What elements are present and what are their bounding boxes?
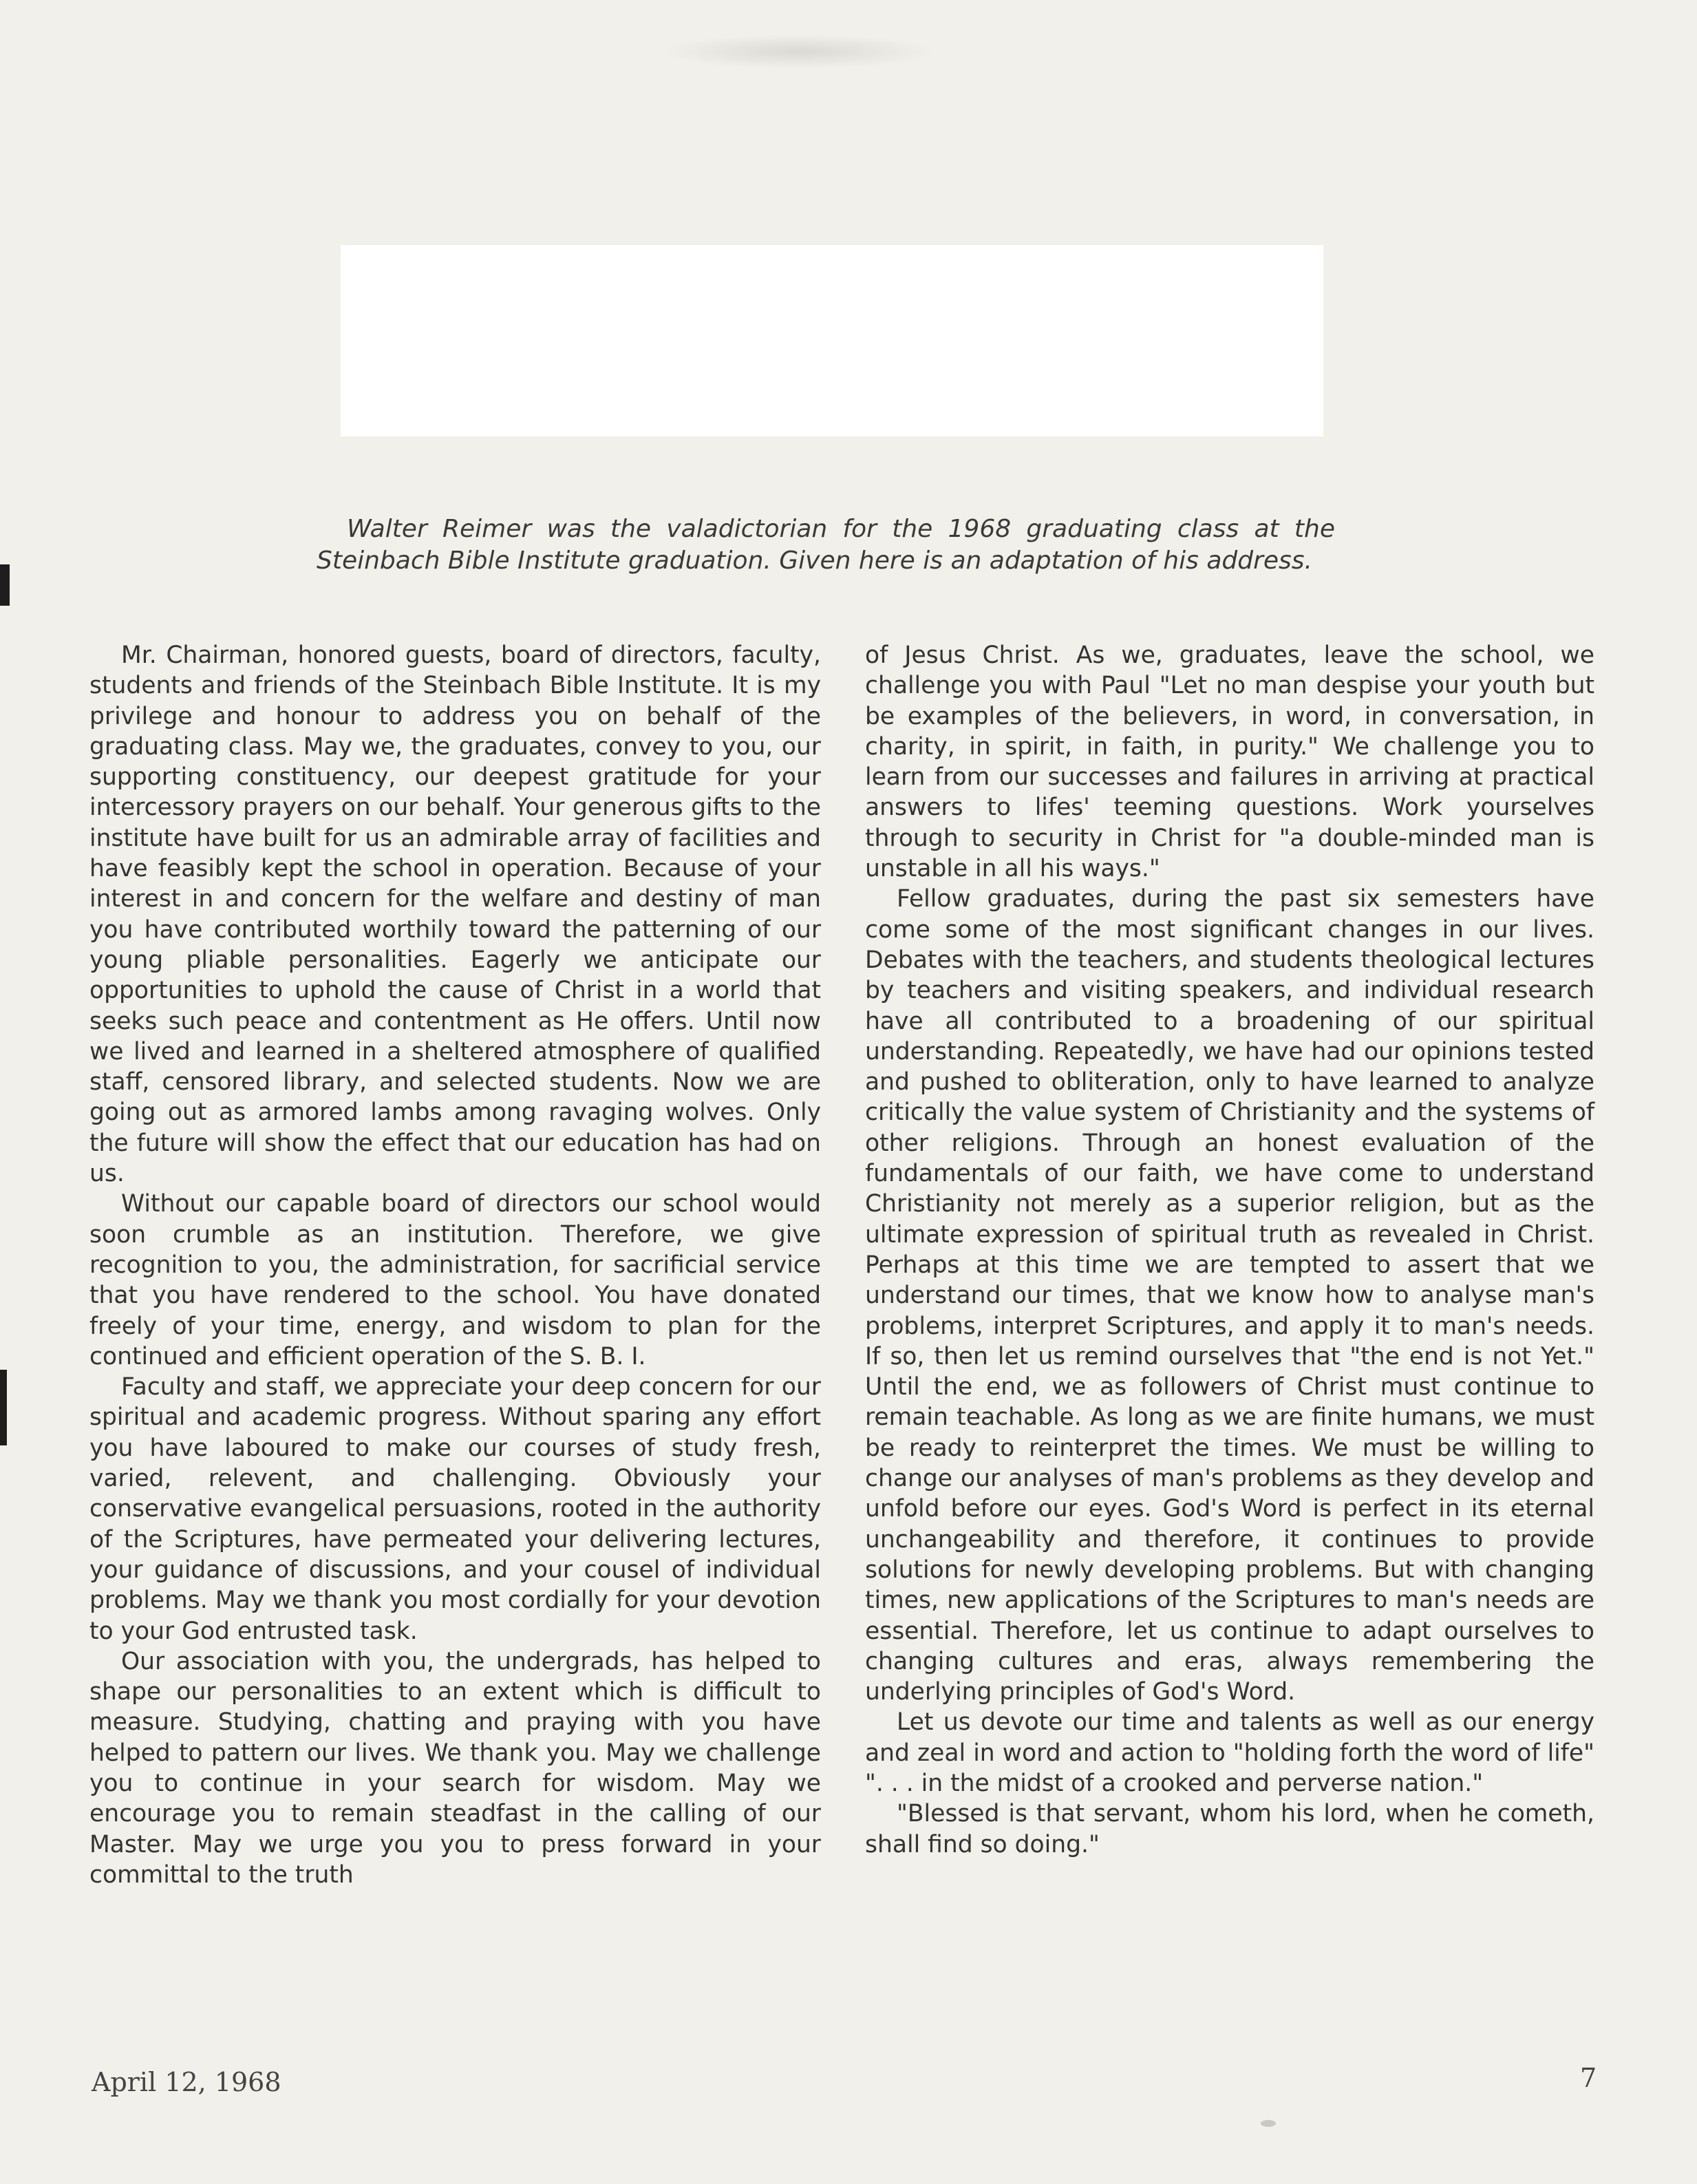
binding-mark (0, 564, 10, 606)
paragraph: of Jesus Christ. As we, graduates, leave the school, we challenge you with Paul "Let no man despise your youth but be examples of the believers, in word, in conversation, in charity, in spirit, in faith, in purity." We challenge you to learn from our successes and failures in arriving at practical answers to lifes' teeming questions. Work yourselves through to security in Christ for "a double-minded man is unstable in all his ways." (865, 642, 1594, 883)
left-column (89, 640, 821, 1890)
paragraph: Without our capable board of directors our school would soon crumble as an institution. Therefore, we give recognition to you, the administration, for sacrificial service that you have rendered to the school. You have donated freely of your time, energy, and wisdom to plan for the continued and efficient operation of the S. B. I. (89, 1190, 821, 1370)
paragraph: Fellow graduates, during the past six semesters have come some of the most significant changes in our lives. Debates with the teachers, and students theological lectures by teachers and visiting speakers, and individual research have all contributed to a broadening of our spiritual understanding. Repeatedly, we have had our opinions tested and pushed to obliteration, only to have learned to analyze critically the value system of Christianity and the systems of other religions. Through an honest evaluation of the fundamentals of our faith, we have come to understand Christianity not merely as a superior religion, but as the ultimate expression of spiritual truth as revealed in Christ. Perhaps at this time we are tempted to assert that we understand our times, that we know how to analyse man's problems, interpret Scriptures, and apply it to man's needs. If so, then let us remind ourselves that "the end is not Yet." Until the end, we as followers of Christ must continue to remain teachable. As long as we are finite humans, we must be ready to reinterpret the times. We must be willing to change our analyses of man's problems as they develop and unfold before our eyes. God's Word is perfect in its eternal unchangeability and therefore, it continues to provide solutions for newly developing problems. But with changing times, new applications of the Scriptures to man's needs are essential. Therefore, let us continue to adapt ourselves to changing cultures and eras, always remembering the underlying principles of God's Word. (865, 885, 1594, 1706)
redacted-title-block (341, 245, 1323, 436)
article-caption: Walter Reimer was the valadictorian for the 1968 graduating class at the Steinbach Bible Institute graduation. Given here is an adaptation of his address. (317, 515, 1335, 575)
paragraph: Our association with you, the undergrads, has helped to shape our personalities to an extent which is difficult to measure. Studying, chatting and praying with you have helped to pattern our lives. We thank you. May we challenge you to continue in your search for wisdom. May we encourage you to remain steadfast in the calling of our Master. May we urge you you to press forward in your committal to the truth (89, 1647, 821, 1889)
print-blemish (1261, 2120, 1276, 2127)
binding-mark (0, 1370, 7, 1445)
issue-date: April 12, 1968 (92, 2067, 281, 2097)
paragraph: Faculty and staff, we appreciate your deep concern for our spiritual and academic progress. Without sparing any effort you have laboured to make our courses of study fresh, varied, relevent, and challenging. Obviously your conservative evangelical persuasions, rooted in the authority of the Scriptures, have permeated your delivering lectures, your guidance of discussions, and your cousel of individual problems. May we thank you most cordially for your devotion to your God entrusted task. (89, 1373, 821, 1645)
print-smudge (661, 34, 936, 69)
paragraph: "Blessed is that servant, whom his lord, when he cometh, shall find so doing." (865, 1800, 1594, 1858)
paragraph: Mr. Chairman, honored guests, board of directors, faculty, students and friends of the Steinbach Bible Institute. It is my privilege and honour to address you on behalf of the graduating class. May we, the graduates, convey to you, our supporting constituency, our deepest gratitude for your intercessory prayers on our behalf. Your generous gifts to the institute have built for us an admirable array of facilities and have feasibly kept the school in operation. Because of your interest in and concern for the welfare and destiny of man you have contributed worthily toward the patterning of our young pliable personalities. Eagerly we anticipate our opportunities to uphold the cause of Christ in a world that seeks such peace and contentment as He offers. Until now we lived and learned in a sheltered atmosphere of qualified staff, censored library, and selected students. Now we are going out as armored lambs among ravaging wolves. Only the future will show the effect that our education has had on us. (89, 642, 821, 1188)
page-number: 7 (1580, 2063, 1597, 2093)
right-column (865, 640, 1594, 1860)
paragraph: Let us devote our time and talents as well as our energy and zeal in word and action to "holding forth the word of life" ". . . in the midst of a crooked and perverse nation." (865, 1708, 1594, 1797)
